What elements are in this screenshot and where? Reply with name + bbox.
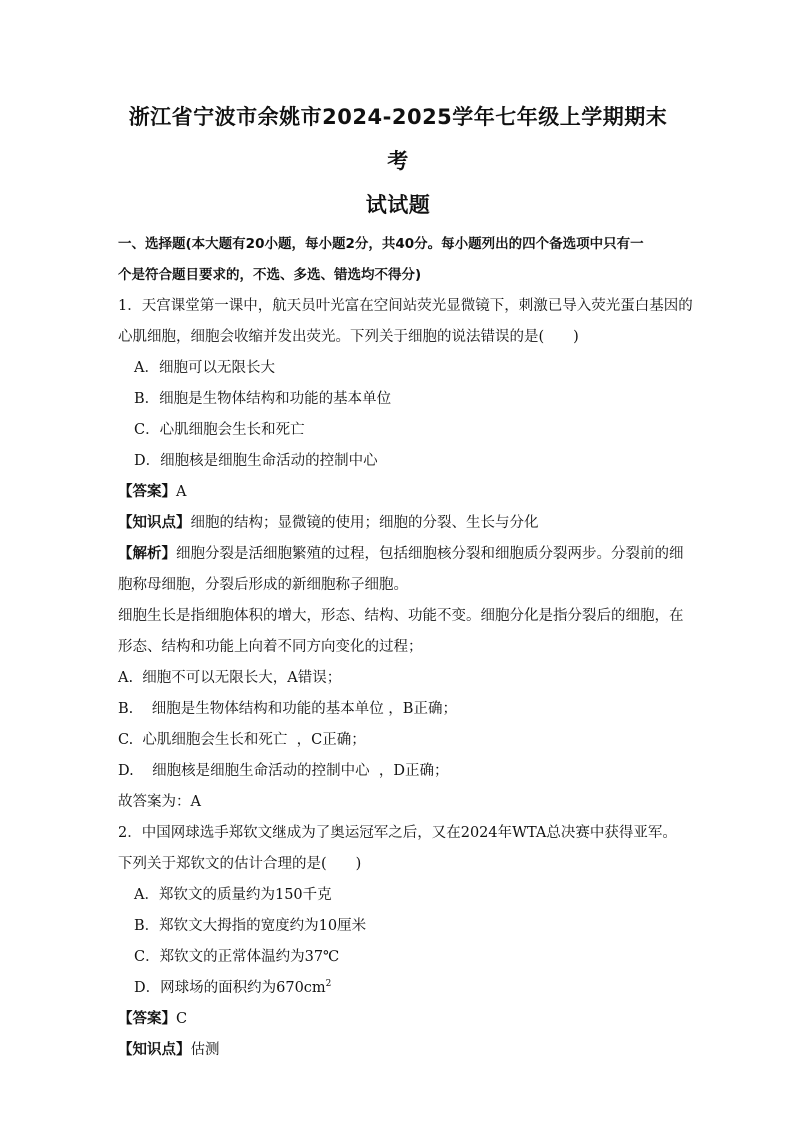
question-1-knowledge — [118, 508, 678, 539]
question-2-option-c: C．郑钦文的正常体温约为37℃ — [134, 949, 340, 965]
question-1-analysis-line-3: 细胞生长是指细胞体积的增大，形态、结构、功能不变。细胞分化是指分裂后的细胞，在 — [118, 608, 684, 624]
question-1-point-a: A. 细胞不可以无限长大，A错误； — [118, 670, 342, 686]
question-2-option-d-text: D．网球场的面积约为670cm — [134, 980, 326, 996]
title-line-1: 浙江省宁波市余姚市2024-2025学年七年级上学期期末考 — [128, 105, 668, 173]
question-2-knowledge — [118, 1035, 678, 1066]
question-2 — [118, 818, 678, 1066]
question-2-answer — [118, 1004, 678, 1035]
document-page — [118, 95, 693, 1066]
question-1-analysis-line-4: 形态、结构和功能上向着不同方向变化的过程； — [118, 639, 423, 655]
section-heading-line-1: 一、选择题(本大题有20小题，每小题2分，共40分。每小题列出的四个备选项中只有一 — [118, 236, 644, 252]
question-1-point-d: D. 细胞核是细胞生命活动的控制中心 ，D正确； — [118, 763, 449, 779]
title-line-2: 试试题 — [365, 193, 431, 217]
knowledge-tag: 【知识点】 — [118, 515, 191, 531]
knowledge-value: 估测 — [190, 1042, 220, 1058]
answer-tag: 【答案】 — [118, 1011, 176, 1027]
answer-value: C — [176, 1011, 188, 1027]
answer-value: A — [176, 484, 187, 500]
question-1-option-c: C．心肌细胞会生长和死亡 — [134, 422, 305, 438]
question-2-option-d — [118, 973, 678, 1004]
analysis-tag: 【解析】 — [118, 546, 176, 562]
question-1 — [118, 291, 693, 818]
question-1-analysis-line-2: 胞称母细胞，分裂后形成的新细胞称子细胞。 — [118, 577, 408, 593]
knowledge-value: 细胞的结构；显微镜的使用；细胞的分裂、生长与分化 — [190, 515, 539, 531]
question-1-conclusion: 故答案为：A — [118, 794, 201, 810]
question-1-stem-line-1: 1．天宫课堂第一课中，航天员叶光富在空间站荧光显微镜下，刺激已导入荧光蛋白基因的 — [118, 298, 693, 314]
section-heading-line-2: 个是符合题目要求的，不选、多选、错选均不得分) — [118, 267, 422, 283]
question-2-stem-line-2: 下列关于郑钦文的估计合理的是( ) — [118, 856, 362, 872]
section-heading — [118, 229, 678, 291]
superscript-2: 2 — [325, 979, 332, 990]
analysis-text-1: 细胞分裂是活细胞繁殖的过程，包括细胞核分裂和细胞质分裂两步。分裂前的细 — [176, 546, 684, 562]
question-1-answer — [118, 477, 678, 508]
question-1-option-a: A．细胞可以无限长大 — [134, 360, 275, 376]
page-title — [118, 95, 678, 227]
question-1-option-d: D．细胞核是细胞生命活动的控制中心 — [134, 453, 378, 469]
question-2-stem-line-1: 2．中国网球选手郑钦文继成为了奥运冠军之后，又在2024年WTA总决赛中获得亚军。 — [118, 825, 677, 841]
question-1-stem-line-2: 心肌细胞，细胞会收缩并发出荧光。下列关于细胞的说法错误的是( ) — [118, 329, 579, 345]
question-2-option-a: A．郑钦文的质量约为150千克 — [134, 887, 332, 903]
question-1-point-b: B. 细胞是生物体结构和功能的基本单位 ，B正确； — [118, 701, 457, 717]
question-2-option-b: B．郑钦文大拇指的宽度约为10厘米 — [134, 918, 367, 934]
question-1-analysis-line-1 — [118, 539, 684, 570]
question-1-option-b: B．细胞是生物体结构和功能的基本单位 — [134, 391, 392, 407]
question-1-point-c: C. 心肌细胞会生长和死亡 ，C正确； — [118, 732, 366, 748]
answer-tag: 【答案】 — [118, 484, 176, 500]
knowledge-tag: 【知识点】 — [118, 1042, 191, 1058]
